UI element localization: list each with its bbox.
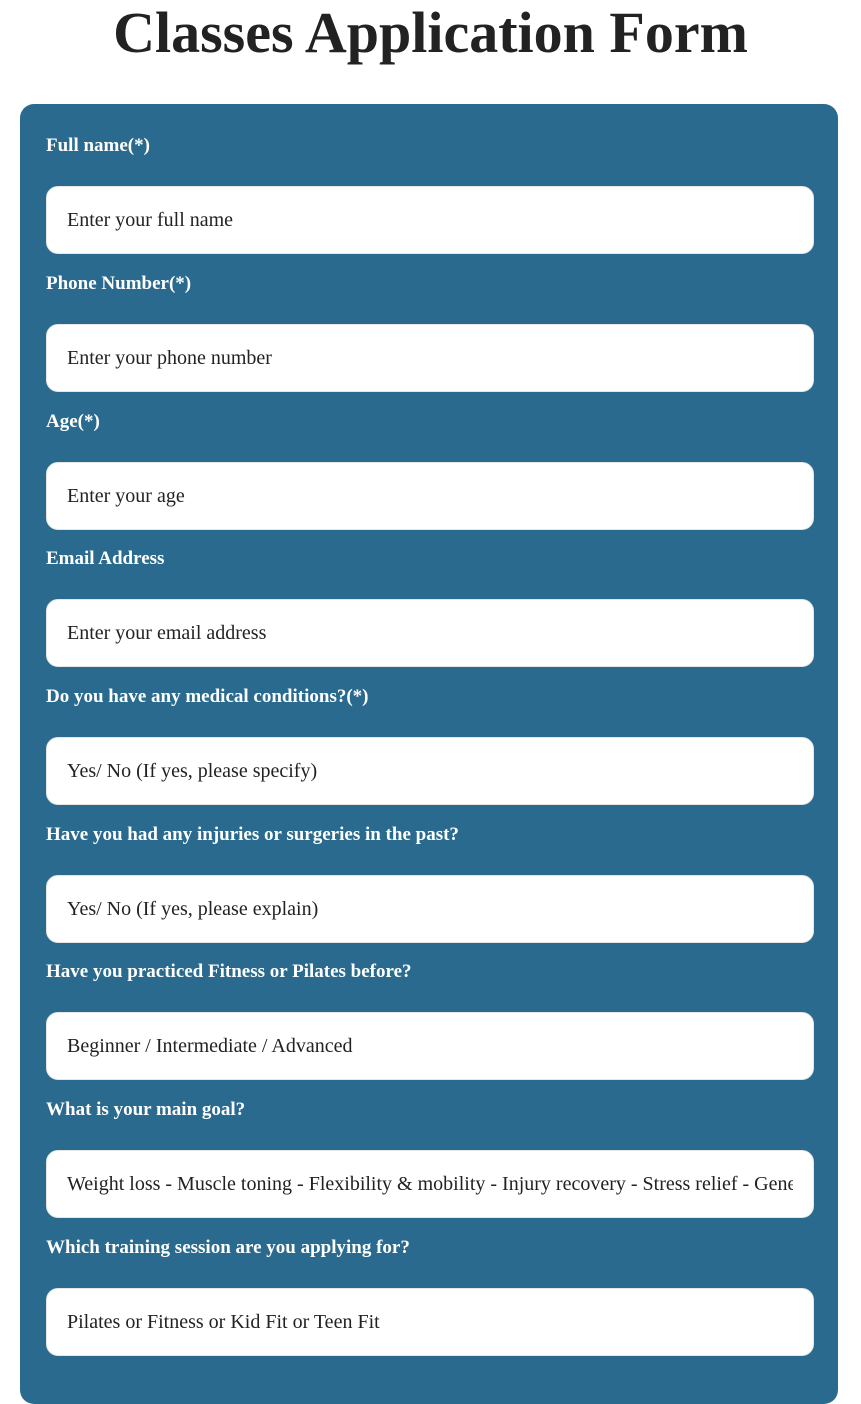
training-session-input[interactable] bbox=[46, 1288, 814, 1356]
full-name-label: Full name(*) bbox=[46, 135, 150, 156]
injuries-surgeries-input[interactable] bbox=[46, 875, 814, 943]
field-group-email bbox=[46, 544, 814, 667]
injuries-surgeries-label: Have you had any injuries or surgeries in the past? bbox=[46, 824, 459, 845]
main-goal-label: What is your main goal? bbox=[46, 1099, 246, 1120]
full-name-input[interactable] bbox=[46, 186, 814, 254]
field-group-goal bbox=[46, 1095, 814, 1218]
field-group-age bbox=[46, 407, 814, 530]
field-group-injuries bbox=[46, 820, 814, 943]
main-goal-input[interactable] bbox=[46, 1150, 814, 1218]
field-group-experience bbox=[46, 957, 814, 1080]
field-group-session bbox=[46, 1233, 814, 1356]
phone-number-label: Phone Number(*) bbox=[46, 273, 192, 294]
phone-number-input[interactable] bbox=[46, 324, 814, 392]
training-session-label: Which training session are you applying for? bbox=[46, 1237, 410, 1258]
field-group-phone bbox=[46, 269, 814, 392]
age-input[interactable] bbox=[46, 462, 814, 530]
email-address-label: Email Address bbox=[46, 548, 165, 569]
page-title: Classes Application Form bbox=[113, 0, 748, 65]
field-group-medical bbox=[46, 682, 814, 805]
experience-label: Have you practiced Fitness or Pilates before? bbox=[46, 961, 412, 982]
application-form bbox=[20, 104, 838, 1404]
email-address-input[interactable] bbox=[46, 599, 814, 667]
experience-input[interactable] bbox=[46, 1012, 814, 1080]
age-label: Age(*) bbox=[46, 411, 100, 432]
medical-conditions-input[interactable] bbox=[46, 737, 814, 805]
medical-conditions-label: Do you have any medical conditions?(*) bbox=[46, 686, 369, 707]
field-group-full-name bbox=[46, 131, 814, 254]
